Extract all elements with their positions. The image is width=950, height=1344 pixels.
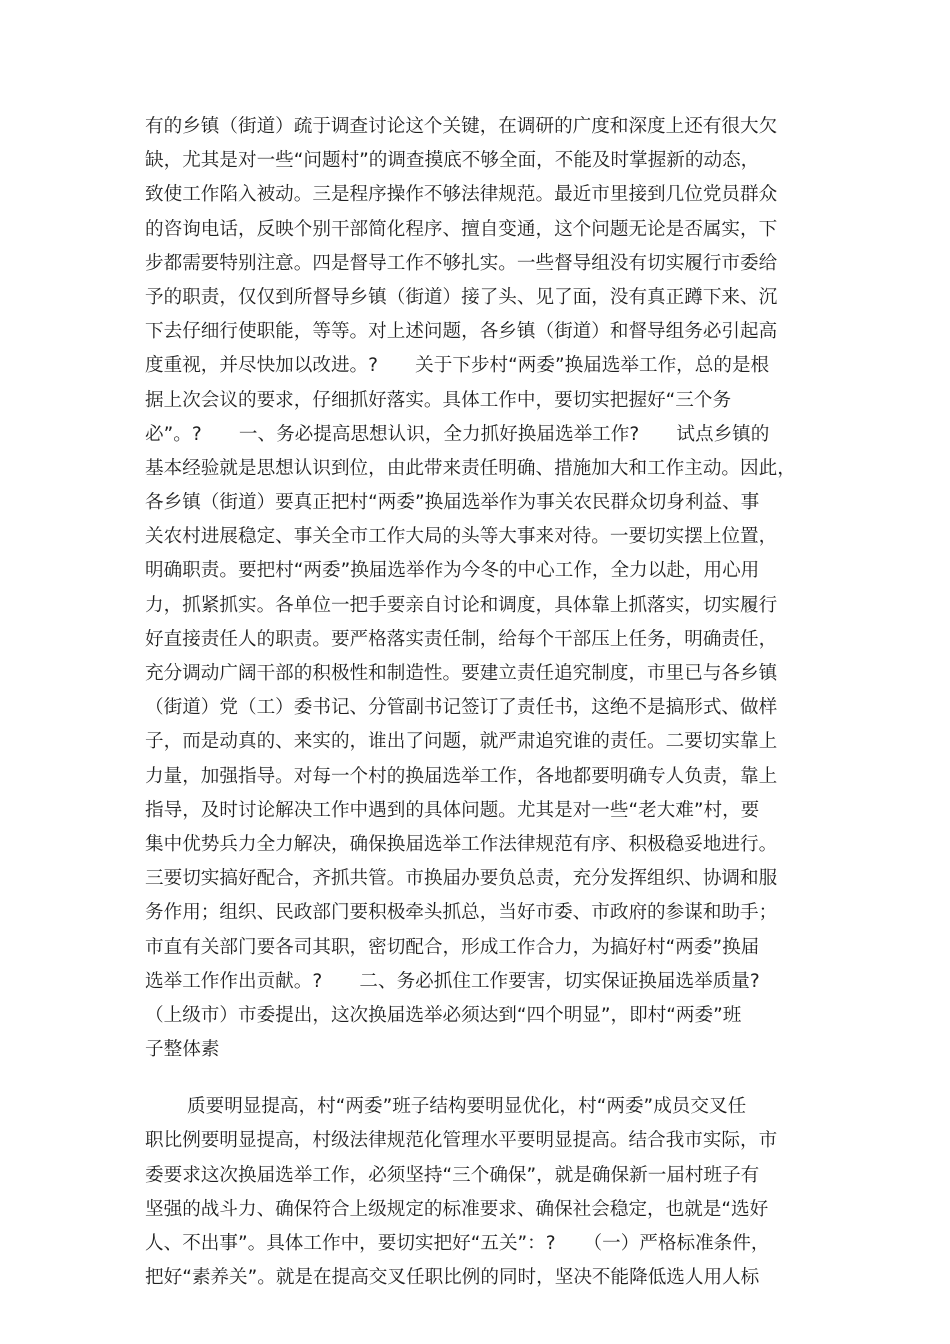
text-line: 下去仔细行使职能，等等。对上述问题，各乡镇（街道）和督导组务必引起高 [145,321,778,343]
text-line: 好直接责任人的职责。要严格落实责任制，给每个干部压上任务，明确责任， [145,628,778,650]
text-line: 选举工作作出贡献。? 二、务必抓住工作要害，切实保证换届选举质量? [145,970,760,992]
text-line: 度重视，并尽快加以改进。? 关于下步村“两委”换届选举工作，总的是根 [145,355,770,377]
text-line: 务作用；组织、民政部门要积极牵头抓总，当好市委、市政府的参谋和助手； [145,902,778,924]
text-line: 有的乡镇（街道）疏于调查讨论这个关键，在调研的广度和深度上还有很大欠 [145,116,778,137]
text-line: 力，抓紧抓实。各单位一把手要亲自讨论和调度，具体靠上抓落实，切实履行 [145,594,778,616]
text-line: 关农村进展稳定、事关全市工作大局的头等大事来对待。一要切实摆上位置， [145,526,778,548]
text-line: 市直有关部门要各司其职，密切配合，形成工作合力，为搞好村“两委”换届 [145,936,760,958]
text-line: （上级市）市委提出，这次换届选举必须达到“四个明显”，即村“两委”班 [145,1004,742,1026]
text-line: 明确职责。要把村“两委”换届选举作为今冬的中心工作，全力以赴，用心用 [145,560,760,582]
text-line: 质要明显提高，村“两委”班子结构要明显优化，村“两委”成员交叉任 [187,1096,747,1118]
text-line: 步都需要特别注意。四是督导工作不够扎实。一些督导组没有切实履行市委给 [145,252,778,274]
text-line: 集中优势兵力全力解决，确保换届选举工作法律规范有序、积极稳妥地进行。 [145,833,778,855]
document-body [145,110,815,1295]
text-line: 各乡镇（街道）要真正把村“两委”换届选举作为事关农民群众切身利益、事 [145,492,760,514]
text-line: 人、不出事”。具体工作中，要切实把好“五关”：? （一）严格标准条件， [145,1233,770,1254]
text-line: 基本经验就是思想认识到位，由此带来责任明确、措施加大和工作主动。因此， [145,457,796,479]
text-line: 子，而是动真的、来实的，谁出了问题，就严肃追究谁的责任。二要切实靠上 [145,731,778,753]
text-line: 委要求这次换届选举工作，必须坚持“三个确保”，就是确保新一届村班子有 [145,1164,760,1186]
text-line: 的咨询电话，反映个别干部简化程序、擅自变通，这个问题无论是否属实，下 [145,218,778,240]
paragraph-1 [145,110,815,1067]
text-line: 子整体素 [145,1039,220,1061]
text-line: 指导，及时讨论解决工作中遇到的具体问题。尤其是对一些“老大难”村，要 [145,799,760,821]
text-line: 把好“素养关”。就是在提高交叉任职比例的同时，坚决不能降低选人用人标 [145,1267,760,1289]
text-line: 坚强的战斗力、确保符合上级规定的标准要求、确保社会稳定，也就是“选好 [145,1198,769,1220]
text-line: 必”。? 一、务必提高思想认识，全力抓好换届选举工作? 试点乡镇的 [145,423,770,445]
text-line: 据上次会议的要求，仔细抓好落实。具体工作中，要切实把握好“三个务 [145,389,732,411]
text-line: 职比例要明显提高，村级法律规范化管理水平要明显提高。结合我市实际，市 [145,1130,778,1152]
text-line: 充分调动广阔干部的积极性和制造性。要建立责任追究制度，市里已与各乡镇 [145,663,778,684]
text-line: 三要切实搞好配合，齐抓共管。市换届办要负总责，充分发挥组织、协调和服 [145,868,778,890]
paragraph-gap [145,1067,815,1090]
text-line: 予的职责，仅仅到所督导乡镇（街道）接了头、见了面，没有真正蹲下来、沉 [145,286,778,308]
text-line: （街道）党（工）委书记、分管副书记签订了责任书，这绝不是搞形式、做样 [145,697,778,719]
text-line: 致使工作陷入被动。三是程序操作不够法律规范。最近市里接到几位党员群众 [145,184,778,206]
text-line: 力量，加强指导。对每一个村的换届选举工作，各地都要明确专人负责，靠上 [145,765,778,787]
paragraph-2 [145,1090,815,1295]
text-line: 缺，尤其是对一些“问题村”的调查摸底不够全面，不能及时掌握新的动态， [145,150,760,172]
